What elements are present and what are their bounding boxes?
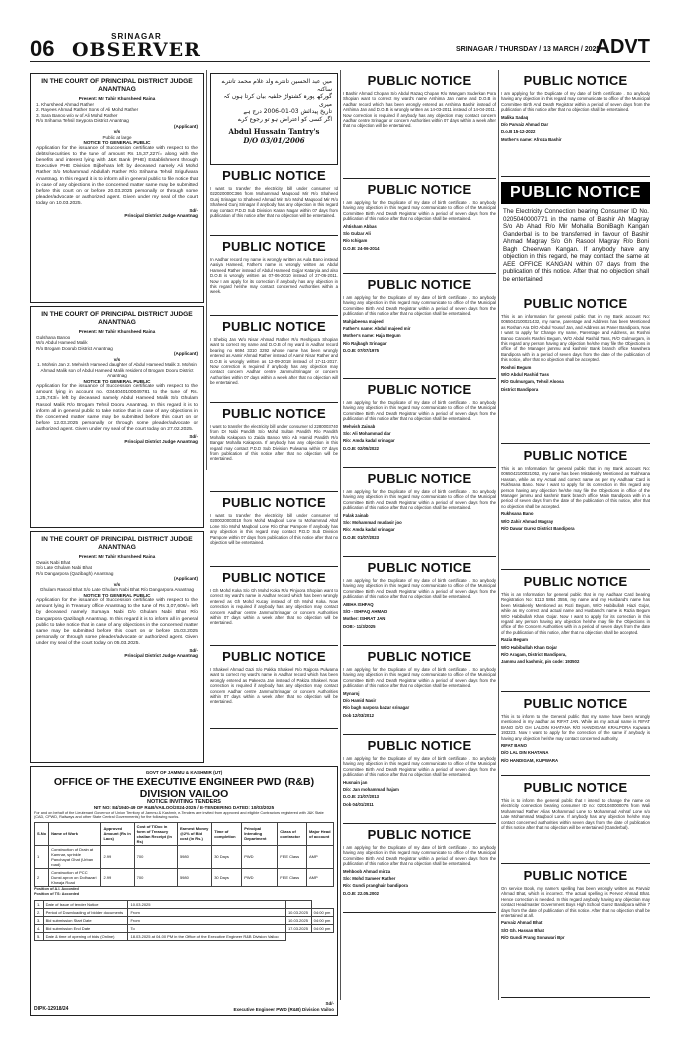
notice-signatory-line: R/O Aragam, District Bandipora, xyxy=(501,652,567,658)
notice-title: PUBLIC NOTICE xyxy=(367,277,472,292)
notice-signatory-line: R/O Gulmurgam, Tehsil Aloosa xyxy=(501,379,564,385)
notice-body: I Shebiq Jan W/o Nisar Ahmad Rather R/o Reshipora Shopian want to correct my name and D.O.B of my ward in Aadhar record bearing no 6694 3310 3292 whose name has been wrongly entered as Aamir Ahmad Rather instead of Aamir Nisar Rather and D.O.B is wrongly written as 12-09-2018 instead of 17-11-2017. Now correction is required if anybody has any objection may contact concern Aadhar centre Jammu/Srinagar or concern Authorities within 07 days within a week after that no objection will be entertained. xyxy=(210,337,338,386)
public-notice xyxy=(343,277,496,379)
notice-signatory-line: S/o: Mohammad mudasir joo xyxy=(343,520,402,526)
notice-title: PUBLIC NOTICE xyxy=(222,168,326,183)
notice-signatory-line: Mahjabeena majeed xyxy=(343,318,384,324)
public-notice xyxy=(501,448,650,570)
table-cell xyxy=(285,900,311,908)
notice-signatory-line: S/o: Ali Mohammad dar xyxy=(343,431,391,437)
court-signer: Principal District Judge Anantnag xyxy=(124,439,198,445)
table-cell: 2 xyxy=(35,868,49,886)
notice-signatory-line: R/O Gundi Prang Sonawari Bpr xyxy=(501,935,565,941)
notice-signatory-line: W/O Zahir Ahmad Magray xyxy=(501,518,554,524)
table-row xyxy=(35,908,334,916)
tender-table xyxy=(34,822,334,887)
notice-signatory-line: D.O.B: 02/05/2022 xyxy=(343,445,380,451)
notice-signatory-line: R/o Rajbagh Srinagar xyxy=(343,340,387,346)
notice-body: This is to inform the general public that I intend to change the name on electricity connection bearing consumer ID no: 0201040000076 from Wali Mohammad Rather Alias Mohammad Lone to Mohammad Ashraf Lone s/o Late Mohammad Maqbool Lone. If anybody has any objection he/she may contact concerned authorities within seven days from the date of publication of this notice after that no objection will be entertained (Ganderbal). xyxy=(501,798,650,831)
brand-name: OBSERVER xyxy=(72,39,201,61)
notice-signatory-line: W/O Abdul Rashid Tass xyxy=(501,372,549,378)
brand-top: SRINAGAR xyxy=(111,32,162,41)
urdu-affidavit xyxy=(210,73,338,165)
notice-signatory-line: R/o bagh narpora bazar srinagar xyxy=(343,705,410,711)
notice-signatory-line: D.O.B: 24-06-2014 xyxy=(343,245,380,251)
table-cell: 5980 xyxy=(177,845,211,868)
notice-heading: NOTICE TO GENERAL PUBLIC xyxy=(83,378,151,384)
notice-body: I am applying for the Duplicate of my date of birth certificate . So anybody having any objection in this regard may communicate to office of the Municipal Committee Birth And Death Registrar within a period of seven days from the publication of this notice after that no objection shall be entertained. xyxy=(343,489,496,511)
public-notice xyxy=(343,471,496,557)
vs-label: v/s xyxy=(113,356,121,362)
urdu-line: گورکھ پورہ کشتواڑ حلفیہ بیان کرتا ہوں کہ میری xyxy=(223,93,332,108)
table-cell: Period of Downloading of bidder documents xyxy=(43,908,128,916)
table-row xyxy=(35,924,334,932)
notice-title: PUBLIC NOTICE xyxy=(222,319,326,334)
notice-title: PUBLIC NOTICE xyxy=(222,406,326,421)
notice-signatory-line: S/o Gulzar Ali xyxy=(343,231,371,237)
notice-title: PUBLIC NOTICE xyxy=(222,239,326,254)
notice-signatory-line: R/o: Gundi pranghair bandipora xyxy=(343,883,408,889)
applicant-label: (Applicant) xyxy=(174,576,198,581)
affidavit-name: Abdul Hussain Tantry's xyxy=(228,127,320,136)
notice-title: PUBLIC NOTICE xyxy=(367,382,472,397)
table-cell: 10.03.2025 xyxy=(285,908,311,916)
court-signer: Principal District Judge Anantnag xyxy=(124,213,198,219)
party-line: R/o Srihama Tehsil Seypora District Anantnag xyxy=(36,118,129,123)
notice-body: I am applying for the Duplicate of my date of birth certificate . So anybody having any objection in this regard may communicate to office of the Municipal Committee Birth And Death Registrar within a period of seven days from the publication of this notice after that no objection shall be entertained. xyxy=(501,91,650,113)
notice-signatory-line: Rukhsana Bano xyxy=(501,511,534,517)
notice-body: I want to transfer the electricity bill under consumer Id 2280003740 from Dr Nabi Pandith S/o Mohd Sultan Pandith R/o Pandith Mohalla Kakapora to Zaida Banoo W/o Ab Hamid Pandith R/o Bangar Mohalla Kakapora. If anybody has any objection in this regard may contact P.D.D Sub Division Pulwama within 07 days from publication of this notice after that no objection will be entertained. xyxy=(210,424,338,462)
tender-subtitle: NOTICE INVITING TENDERS xyxy=(147,798,221,805)
notice-signatory-line: D/o: Jan mohammad hajam xyxy=(343,787,399,793)
affidavit-dob: D/O 03/01/2006 xyxy=(243,136,305,145)
table-cell: 04:00 pm xyxy=(311,916,333,924)
tender-dipk: DIPK-12918/24 xyxy=(34,1006,69,1012)
applicant-label: (Applicant) xyxy=(174,123,198,129)
table-cell: 1 xyxy=(35,845,49,868)
table-cell: AMP xyxy=(307,845,334,868)
notice-title: PUBLIC NOTICE xyxy=(222,495,326,510)
public-notice xyxy=(210,168,338,236)
table-row xyxy=(35,868,334,886)
notice-body: I am applying for the Duplicate of my date of birth certificate . So anybody having any objection in this regard may communicate to office of the Municipal Committee Birth And Death Registrar within a period of seven days from the publication of this notice after that no objection shall be entertained. xyxy=(343,400,496,422)
notice-title: PUBLIC NOTICE xyxy=(523,574,628,589)
urdu-line: تاریخ پیدائش 03-01-2006 درج ہے xyxy=(243,108,332,115)
tender-dates-table xyxy=(34,900,334,941)
notice-signatory-line: R/O Dawar Gurez District Bandipora xyxy=(501,526,575,532)
table-cell: 30 Days xyxy=(212,868,242,886)
table-row xyxy=(35,932,334,940)
notice-signatory-line: Parvaiz Ahmad Bhat xyxy=(501,920,543,926)
notice-title: PUBLIC NOTICE xyxy=(222,570,326,585)
notice-signatory-line: D.O.B: 01/07/2023 xyxy=(343,534,380,540)
table-cell: From xyxy=(128,908,285,916)
notice-body: This is an Information for general public that in my Bank account No: 0065042100021052, my name has been Mistakenly Mentioned as Rukhsana Hassan, while as my Actual and correct name as per my Aadhaar Card is Rukhsana Bano. Now I want to apply for its correction in this regard any person having any objection he/she may file the Objections in office of the Manager jammu and kashmir Bank branch office Main Bandipora with in a period of seven days from the date of the publication of this notice, after that no objection shall be accepted. xyxy=(501,466,650,509)
tender-govt: GOVT OF JAMMU & KASHMIR (UT) xyxy=(145,770,223,775)
notice-signatory-line: S/O - ISHFAQ AHMAD xyxy=(343,609,388,615)
court-body: Application for the issuance of Succession certificate with respect to the amount lying in Treasury office Anantnag to the tune of Rs 3,07,606/= left by deceased namely Sumaya Nabi D/o Ghulam Nabi Bhat R/o Dangarpora Qazibagh Anantnag. In this regard it is to inform all in general public to take notice that in case of any objections in the concerned matter same may be submitted before this court on or before 15.03.2025 personally or through some pleader/advocate or authorized agent. Given under my seal of the court today on 05.03.2025. xyxy=(36,598,198,647)
notice-signatory-line: D.O.B: 22.05.2002 xyxy=(343,890,380,896)
notice-title: PUBLIC NOTICE xyxy=(367,182,472,197)
table-cell: 2.99 xyxy=(101,845,134,868)
tender-sign: Sd/- xyxy=(325,1001,334,1006)
notice-body: I am applying for the Duplicate of my date of birth certificate . So anybody having any objection in this regard may communicate to office of the Municipal Committee Birth And Death Registrar within a period of seven days from the publication of this notice after that no objection shall be entertained. xyxy=(343,756,496,778)
notice-signatory-line: Ahtisham Abbas xyxy=(343,223,377,229)
party-line: Gulshana Banoo xyxy=(36,334,71,340)
notice-title: PUBLIC NOTICE xyxy=(367,649,472,664)
notice-signatory-line: Mehboob Ahmad mirza xyxy=(343,868,391,874)
table-cell: 700 xyxy=(134,845,177,868)
table-cell: PWD xyxy=(242,845,278,868)
notice-signatory-line: D.o.B 15-12-2022 xyxy=(501,129,536,135)
notice-title: PUBLIC NOTICE xyxy=(523,780,628,795)
public-notice xyxy=(210,319,338,403)
opposite-party: Public at large xyxy=(102,134,132,140)
notice-body: I want to transfer the electricity bill under consumer Id 022020000C366 from Mohammad Maqsood Mir R/o Shaheed Gunj Srinagar to Shaheed Ahmad Mir S/o Mohd Maqsood Mir R/o Shaheed Gunj Srinagar if anybody has any objection in this regard may contact P.D.D Sub Division Karan Nagar within 07 days from publication of this notice after that no objection will be entertained. xyxy=(210,186,338,219)
notice-title: PUBLIC NOTICE xyxy=(523,448,628,463)
tender-position: Position of TS: Accorded xyxy=(34,892,80,897)
table-header-cell: S.No xyxy=(35,822,49,845)
table-cell: Bid submission Start Date xyxy=(43,916,128,924)
notice-body: I Bashir Ahmad Chopan S/o Abdul Razaq Chopan R/o Wangam Suderkan Pora Shopian want to correct my ward's name Arshima Jan name and D.O.B in Aadhar record which has been wrongly entered as Arshima Bashir instead of Arshima Jan and D.O.B is wrongly written as 14-03-2011 instead of 14-04-2011. Now correction is required if anybody has any objection may contact concern Aadhar centre Srinagar or concern Authorities within 07 days within a week after that no objection will be entertained. xyxy=(343,91,496,129)
party-line: Owais Nabi Bhat xyxy=(36,559,71,565)
table-header-row xyxy=(35,822,334,845)
vs-label: v/s xyxy=(113,129,121,134)
notice-title: PUBLIC NOTICE xyxy=(367,827,472,842)
notice-signatory-line: RIFAT BANO xyxy=(501,743,527,749)
table-cell: 700 xyxy=(134,868,177,886)
public-notice xyxy=(343,649,496,735)
notice-signatory-line: Husnain jan xyxy=(343,779,368,785)
notice-signatory-line: R/o: Amda kadal srinagar xyxy=(343,438,395,444)
notice-body: This is an Information for general public that in my Aadhaar Card bearing Registration No: 5113 5864 3556, my name and my Husband's name has been Mistakenly Mentioned as Rozi Begum, W/O Habibullah Hiazi Gojar, while as my correct and actual name and Husband's name is Razia Begum W/O Habibullah Khan Gojar. Now I want to apply for its correction in this regard any person having any objection he/she may file the Objections in office of the Concern Authorities with in a period of seven days from the date of the publication of this notice, after that no objection shall be accepted. xyxy=(501,592,650,635)
party-line: S/o Late Ghulam Nabi Bhat xyxy=(36,565,92,570)
notice-title: PUBLIC NOTICE xyxy=(523,73,628,88)
notice-signatory-line: Mehvish Zainab xyxy=(343,423,376,429)
party-line: W/o Abdul Hameed Malik xyxy=(36,340,88,345)
table-cell: 04:00 pm xyxy=(311,908,333,916)
party-line: 2. Rayees Ahmad Rather Sons of Ali Mohd Rather xyxy=(36,107,139,112)
urdu-line: میں عبد الحسین تانترے ولد غلام محمد تانترے ساکنہ xyxy=(221,78,332,93)
table-cell: 1. xyxy=(35,900,44,908)
court-title: IN THE COURT OF PRINCIPAL DISTRICT JUDGE ANANTNAG xyxy=(41,536,193,551)
notice-signatory-line: D/o Parvaiz Ahmad Dar xyxy=(501,122,549,128)
table-header-cell: Earnest Money @2% of Bid cost (in Rs.) xyxy=(177,822,211,845)
page-number: 06 xyxy=(30,36,55,61)
notice-signatory-line: Mynaroj xyxy=(343,690,360,696)
table-cell: FEE Class xyxy=(278,868,307,886)
notice-title: PUBLIC NOTICE xyxy=(367,738,472,753)
public-notice xyxy=(501,296,650,444)
table-cell: 5980 xyxy=(177,868,211,886)
table-header-cell: Approved Amount (Rs in Lacs) xyxy=(101,822,134,845)
table-header-cell: Principal Intending Department xyxy=(242,822,278,845)
table-cell: 2. xyxy=(35,908,44,916)
notice-signatory-line: D/O LAL DIN KHATANA xyxy=(501,750,549,756)
notice-signatory-line: D.O.B: 21/07/2013 xyxy=(343,794,380,800)
party-line: R/o Dangarpora (Qazibagh) Anantnag xyxy=(36,570,114,576)
table-cell: 30 Days xyxy=(212,845,242,868)
public-notice xyxy=(501,780,650,864)
notice-body: This is an information for general public that in my Bank account No: 0065042100021432, my name, parentage and Address has been Mentioned as Roshan Ara D/O Abdul Yousuf Jan, and Address as Paner Bandipora, Now I want to apply for Change my name, Parentage and Address, as Roshni Banoo Cancels Rashni Begum, W/O Abdul Rashid Tass, R/O Gulmurgam, in this regard any person having any objection he/she may file the Objections in office of the Manager jammu and kashmir Bank branch office Nowshera Bandipora with in a period of seven days from the date of the publication of this notice, after that no objection shall be accepted. xyxy=(501,314,650,363)
table-header-cell: Major Head of account xyxy=(307,822,334,845)
notice-signatory-line: Mother's name: Afroza Bashir xyxy=(501,136,562,142)
notice-title: PUBLIC NOTICE xyxy=(523,868,628,883)
notice-signatory-line: Dob 12/03/2012 xyxy=(343,712,375,718)
court-notice-2 xyxy=(30,306,204,528)
big-notice-body: The Electricity Connection bearing Consumer ID No. 0205040000771 in the name of Bashir Ah Magray S/o Ab Ahad R/o Mir Mohalla BoniBagh Kangan Ganderbal is to be transferred in favour of Bashir Ahmad Magray S/o Gh Rasool Magray R/o Boni Bagh Cheerwan Kangan. If anybody have any objection in this regard, he may contact the same at AEE OFFICE KANGAN within 07 days from the publication of this notice. After that no objection shall be entertained xyxy=(503,208,649,283)
tender-position: Position of A.I. Accorded xyxy=(34,886,79,891)
tender-notice xyxy=(30,766,338,1016)
dateline: SRINAGAR / THURSDAY / 13 MARCH / 2025 xyxy=(456,46,601,53)
public-notice xyxy=(343,382,496,468)
notice-body: I am applying for the Duplicate of my date of birth certificate . So anybody having any objection in this regard may communicate to office of the Municipal Committee Birth And Death Registrar within a period of seven days from the publication of this notice after that no objection shall be entertained. xyxy=(343,200,496,222)
opposite-party: Ghulam Rasool Bhat S/o Late Ghulam Nabi Bhat R/o Dangarpora Anantnag xyxy=(39,587,195,592)
table-cell: Construction of Drain at Kamnar, sprinkle Panchayat Ghat (Urban road) xyxy=(49,845,101,868)
court-title: IN THE COURT OF PRINCIPAL DISTRICT JUDGE ANANTNAG xyxy=(41,78,193,93)
tender-title: OFFICE OF THE EXECUTIVE ENGINEER PWD (R&B) DIVISION VAILOO xyxy=(53,775,315,800)
notice-title: PUBLIC NOTICE xyxy=(222,649,326,664)
public-notice xyxy=(343,738,496,824)
party-line: R/o Brogam Doorub District Anantnag xyxy=(36,345,113,351)
public-notice xyxy=(501,868,650,998)
public-notice xyxy=(210,570,338,646)
notice-body: I want to transfer the electricity bill under consumer Id 0200020003018 from Mohd Maqbool Lone to Mohammad Altaf Lone S/o Mohd Maqbool Lone R/o Dhar Pampore If anybody has any objection in this regard may contact P.D.D Sub Division Pampore within 07 days from publication of this notice after that no objection will be entertained. xyxy=(210,513,338,546)
urdu-line: اگر کسی کو اعتراض ہو تو رجوع کرے xyxy=(238,115,332,123)
notice-signatory-line: D/o Hamid Nasir xyxy=(343,698,377,704)
notice-heading: NOTICE TO GENERAL PUBLIC xyxy=(83,140,151,145)
big-notice-title: PUBLIC NOTICE xyxy=(501,182,650,204)
public-notice xyxy=(501,73,650,177)
notice-signatory-line: S/O Gh. Hassan Bhat xyxy=(501,927,544,933)
notice-signatory-line: Roshni Begum xyxy=(501,364,532,370)
table-header-cell: Name of Work xyxy=(49,822,101,845)
public-notice xyxy=(343,73,496,179)
court-notice-3 xyxy=(30,531,204,763)
section-label: ADVT xyxy=(595,36,650,58)
notice-title: PUBLIC NOTICE xyxy=(367,471,472,486)
court-presiding: Present: Mr Tahir Khursheed Raina xyxy=(78,329,156,334)
table-cell: 10.03.2025 xyxy=(285,916,311,924)
column-divider xyxy=(498,70,499,1000)
table-row xyxy=(35,916,334,924)
opposite-party: 1. Mohsin Jan 2. Mehvish Hameed daughter of Abdul Hameed Malik 3. Mohsin Ahmad Malik son of Abdul Hameed Malik resident of Brogam Dooru District Anantnag xyxy=(37,362,197,378)
public-notice xyxy=(210,495,338,567)
public-notice xyxy=(501,574,650,692)
table-header-cell: Cost of T/Doc in form of Treasury challan Receipt (in Rs) xyxy=(134,822,177,845)
court-presiding: Present: Mr Tahir Khursheed Raina xyxy=(78,554,156,559)
notice-body: This is to inform to the General public that my name have been wrongly mentioned in my aadhar as RIFAT JAN. While as my actual name is RIFAT BANO D/O GH LALDIN KHATANA R/O HANDIGAM KRALPORA Kupwara 193223. Now I want to apply for the correction of the same if anybody is having any objection he/she may contact concerned authority. xyxy=(501,714,650,741)
notice-signatory-line: R/o Ichigam xyxy=(343,238,368,244)
notice-body: I am applying for the Duplicate of my date of birth certificate . So anybody having any objection in this regard may communicate to office of the Municipal Committee Birth And Death Registrar within a period of seven days from the publication of this notice after that no objection shall be entertained. xyxy=(343,845,496,867)
table-cell: 5. xyxy=(35,932,44,940)
public-notice xyxy=(501,696,650,776)
table-cell: Date & time of opening of bids (Online) xyxy=(43,932,128,940)
table-cell: Construction of PCC Dunst apron on Dolhazari Khwaja Road xyxy=(49,868,101,886)
notice-signatory-line: S/o: Mohd Sameer Rather xyxy=(343,876,396,882)
table-cell: 3. xyxy=(35,916,44,924)
public-notice xyxy=(210,406,338,492)
table-cell: Date of Issue of tender Notice xyxy=(43,900,128,908)
court-title: IN THE COURT OF PRINCIPAL DISTRICT JUDGE ANANTNAG xyxy=(41,311,193,326)
notice-title: PUBLIC NOTICE xyxy=(523,696,628,711)
notice-signatory-line: D.O.B: 07/07/1975 xyxy=(343,348,380,354)
court-signer: Principal District Judge Anantnag xyxy=(124,653,198,659)
public-notice xyxy=(343,827,496,913)
table-cell: Bid submission End Date xyxy=(43,924,128,932)
public-notice xyxy=(210,649,338,729)
table-cell: FEE Class xyxy=(278,845,307,868)
table-cell: 18.03.2025 at 04.00 PM in the Office of the Executive Engineer R&B Division Vailoo xyxy=(128,932,285,940)
table-cell: From xyxy=(128,916,285,924)
party-line: 3. Sara Banoo w/o w of Ali Mohd Rather xyxy=(36,112,118,118)
notice-signatory-line: Falak zainab xyxy=(343,512,369,518)
notice-body: I Gh Mohd Koka S/o Gh Mohd Koka R/o Pinjoora Shopian want to correct my ward's name in Aadhar record which has been wrongly entered as Gh Mohd Kucay instead of Gh Mohd Koka. Now correction is required if anybody has any objection may contact concern Aadhar centre Jammu/Srinagar or concern Authorities within 07 days within a week after that no objection will be entertained. xyxy=(210,588,338,626)
notice-signatory-line: R/O HANDIGAM, KUPWARA xyxy=(501,757,559,763)
vs-label: v/s xyxy=(113,581,121,587)
notice-title: PUBLIC NOTICE xyxy=(367,560,472,575)
table-cell: AMP xyxy=(307,868,334,886)
notice-signatory-line: Jammu and kashmir, pin code: 193502 xyxy=(501,659,580,665)
court-sign: Sd/- xyxy=(189,207,198,213)
notice-signatory-line: Dob 04/01/2011 xyxy=(343,801,374,807)
court-sign: Sd/- xyxy=(189,647,198,653)
table-cell: To xyxy=(128,924,285,932)
table-header-cell: Time of completion xyxy=(212,822,242,845)
table-cell: 04:00 pm xyxy=(311,924,333,932)
notice-signatory-line: R/o: Amda kadal srinagar xyxy=(343,527,395,533)
notice-heading: NOTICE TO GENERAL PUBLIC xyxy=(83,592,151,598)
column-divider xyxy=(206,70,207,470)
table-header-cell: Class of contractor xyxy=(278,822,307,845)
tender-signer: Executive Engineer PWD (R&B) Division Vailoo xyxy=(233,1007,334,1012)
notice-body: I am applying for the Duplicate of my date of birth certificate . So anybody having any objection in this regard may communicate to office of the Municipal Committee Birth And Death Registrar within a period of seven days from the publication of this notice after that no objection shall be entertained. xyxy=(343,578,496,600)
notice-signatory-line: Mother's name: Haja Begum xyxy=(343,333,401,339)
notice-title: PUBLIC NOTICE xyxy=(367,73,472,88)
court-presiding: Present: Mr Tahir Khursheed Raina xyxy=(78,96,156,101)
public-notice xyxy=(343,560,496,646)
court-body: Application for the issuance of Succession certificate with respect to the amount lying in account no. 0344040100049781 to the tune of Rs. 1,25,743/= left by deceased namely Abdul Hameed Malik S/o Ghulam Rasool Malik R/o Brogam Tehsil Dooru Anantnag. In this regard it is to inform all in general public to take notice that in case of any objections in the concerned matter same may be submitted before this court on or before 12.03.2025 personally or through some pleader/advocate or authorized agent. Given under my seal of the court today on 27.02.2025. xyxy=(36,384,198,433)
table-cell: 4. xyxy=(35,924,44,932)
tender-intro: For and on behalf of the Lieutenant Governor of Union Territory of Jammu & Kashmir, e-Tenders are invited from approved and eligible Contractors registered with J&K State (CAD, CPWD, Railways and other State Central Governments) for the following works. xyxy=(34,810,324,820)
table-cell: PWD xyxy=(242,868,278,886)
notice-signatory-line: Malika Sadaq xyxy=(501,114,529,120)
notice-signatory-line: Father's name: Abdul majeed mir xyxy=(343,326,411,332)
table-cell: 10.03.2025 xyxy=(128,900,285,908)
notice-signatory-line: Razia Begum xyxy=(501,637,528,643)
table-row xyxy=(35,845,334,868)
notice-body: I am applying for the Duplicate of my date of birth certificate . So anybody having any objection in this regard may communicate to office of the Municipal Committee Birth And Death Registrar within a period of seven days from the publication of this notice after that no objection shall be entertained. xyxy=(343,295,496,317)
table-cell: 2.99 xyxy=(101,868,134,886)
public-notice xyxy=(343,182,496,274)
table-cell: 17.03.2025 xyxy=(285,924,311,932)
notice-body: I Shakeel Ahmad Gazi S/o Pakka Shakeel R/o Rajpora Pulwama want to correct my ward's name in Aadhar record which has been wrongly entered as Pakeeza Jan instead of Pakiza Shakeel. Now correction is required if anybody has any objection may contact concern Aadhar centre Jammu/Srinagar or concern Authorities within 07 days within a week after that no objection will be entertained. xyxy=(210,667,338,705)
notice-body: I am applying for the Duplicate of my date of birth certificate . So anybody having any objection in this regard may communicate to office of the Municipal Committee Birth And Death Registrar within a period of seven days from the publication of this notice after that no objection shall be entertained. xyxy=(343,667,496,689)
court-sign: Sd/- xyxy=(189,433,198,439)
notice-signatory-line: District Bandipora xyxy=(501,386,539,392)
brand-logo xyxy=(72,32,201,61)
notice-signatory-line: Mother: ISHRAT JAN xyxy=(343,616,386,622)
notice-signatory-line: ABIHA ISHFAQ xyxy=(343,601,374,607)
notice-body: On service Book, my name's spelling has been wrongly written as Parvaiz Ahmad Bhat, which is incorrect. The actual spelling is Pervez Ahmad Bhat. Hence correction is needed. In this regard anybody having any objection may contact Headmaster Government Boys High School Gurez Bandipora within 7 days from the date of publication of this notice. After that no objection shall be entertained at all. xyxy=(501,886,650,919)
tender-nit: NIT NO: 84/1940-49 OF R&B/VAILOO/2024-2025 / E-TENDERING DATED: 10/03/2025 xyxy=(93,805,275,810)
column-divider xyxy=(340,70,341,1000)
masthead xyxy=(30,32,650,62)
public-notice xyxy=(210,239,338,316)
notice-signatory-line: W/O Habibullah Khan Gojar xyxy=(501,644,558,650)
notice-body: In Aadhar record my name is wrongly written as Aula Bano instead Aasiya Hameed, Father's name is wrongly written as Abdul Hameed Rather instead of Abdul Hameed Gojjar Kataryia and also D.O.B is wrongly written as 07-06-2010 instead of 27-06-2011. Now I am apply for its correction if anybody has any objection in this regard he/she may contact concerned Authorities within a week. xyxy=(210,257,338,295)
applicant-label: (Applicant) xyxy=(174,351,198,356)
party-line: 1. Khursheed Ahmad Rather xyxy=(36,101,94,107)
notice-signatory-line: DOB:- 11/3/2025 xyxy=(343,623,376,629)
table-row xyxy=(35,900,334,908)
court-notice-1 xyxy=(30,73,204,303)
court-body: Application for the issuance of Succession certificate with respect to the debts/securities to the tune of amount Rs 15,37,227/= along with the benefits and interest lying with J&K Bank (PHE) Establishment through Executive PHE Division Bijbehara left by deceased namely Ali Mohd Rather S/o Mohammad Abdullah Rather R/o Srihama Tehsil Srigufwara Anantnag. In this regard it is to inform all in general public to file notice that in case of any objections in the concerned matter same may be submitted before this court on or before 20.03.2025 personally or through some pleader/advocate or authorized agent. Given under my seal of the court today on 10.03.2025. xyxy=(36,145,198,207)
notice-title: PUBLIC NOTICE xyxy=(523,296,628,311)
